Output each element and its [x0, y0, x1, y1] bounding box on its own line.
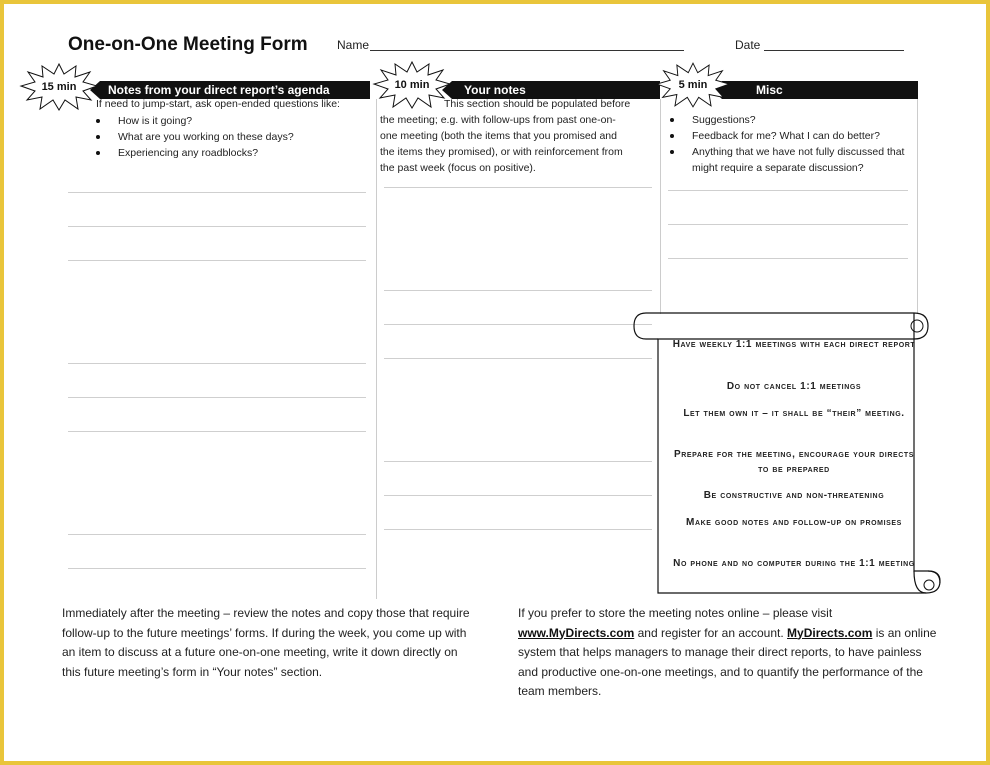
misc-header-bar: [722, 81, 918, 99]
note-line[interactable]: [68, 568, 366, 569]
note-line[interactable]: [384, 358, 652, 359]
list-item: Suggestions?: [670, 112, 910, 128]
page-title: One-on-One Meeting Form: [68, 34, 308, 55]
misc-content: [670, 112, 910, 176]
note-line[interactable]: [668, 190, 908, 191]
note-line[interactable]: [384, 461, 652, 462]
footer-online-info: If you prefer to store the meeting notes online – please visit www.MyDirects.com and register for an account. MyDirects.com is an online system that helps managers to manage their direct reports, to have painless and productive one-on-one meetings, and to quantify the performance of the team members.: [518, 606, 937, 698]
agenda-bullet-list: [96, 113, 376, 161]
your-notes-content: This section should be populated before the meeting; e.g. with follow-ups from past one-on- one meeting (both the items that you promised and the items they promised), or with reinforcement from the past week (focus on positive).: [380, 98, 631, 174]
date-label: Date: [735, 38, 761, 52]
list-item: Experiencing any roadblocks?: [96, 145, 376, 161]
tip-good-notes: Make good notes and follow-up on promises: [686, 517, 902, 528]
note-line[interactable]: [68, 534, 366, 535]
column-divider-2: [660, 99, 661, 314]
agenda-content: [96, 96, 376, 161]
column-divider-1: [376, 99, 377, 599]
note-line[interactable]: [68, 397, 366, 398]
mydirects-link-2[interactable]: MyDirects.com: [787, 625, 873, 640]
mydirects-link[interactable]: www.MyDirects.com: [518, 625, 635, 640]
tip-constructive: Be constructive and non-threatening: [703, 490, 885, 501]
note-line[interactable]: [68, 431, 366, 432]
footer-instructions: Immediately after the meeting – review the notes and copy those that require follow-up to the future meetings’ forms. If during the week, you come up with an item to discuss at a future one-on-one meeting, write it down directly on this future meeting’s form in “Your notes” section.: [62, 606, 470, 679]
column-divider-3: [917, 99, 918, 314]
tip-prepare: Prepare for the meeting, encourage your directs to be prepared: [673, 449, 915, 475]
note-line[interactable]: [384, 290, 652, 291]
tip-weekly-meetings: Have weekly 1:1 meetings with each direct report: [672, 339, 916, 350]
time-badge-15: 15 min: [41, 81, 77, 93]
agenda-intro: If need to jump-start, ask open-ended questions like:: [96, 98, 340, 110]
list-item: How is it going?: [96, 113, 376, 129]
agenda-heading: Notes from your direct report’s agenda: [108, 83, 330, 97]
list-item: Anything that we have not fully discussed that might require a separate discussion?: [670, 144, 910, 176]
note-line[interactable]: [384, 187, 652, 188]
list-item: What are you working on these days?: [96, 129, 376, 145]
note-line[interactable]: [68, 260, 366, 261]
note-line[interactable]: [668, 224, 908, 225]
tip-let-them-own: Let them own it – it shall be “their” meeting.: [683, 408, 905, 419]
misc-bullet-list: [670, 112, 910, 176]
time-badge-5: 5 min: [678, 79, 708, 91]
note-line[interactable]: [668, 258, 908, 259]
note-line[interactable]: [384, 529, 652, 530]
time-badge-10: 10 min: [394, 79, 430, 91]
note-line[interactable]: [68, 226, 366, 227]
note-line[interactable]: [384, 495, 652, 496]
form-page: [4, 4, 986, 761]
note-line[interactable]: [384, 324, 652, 325]
notes-heading: Your notes: [464, 83, 526, 97]
tip-no-phone: No phone and no computer during the 1:1 meeting: [673, 558, 915, 569]
tip-do-not-cancel: Do not cancel 1:1 meetings: [726, 381, 862, 392]
note-line[interactable]: [68, 192, 366, 193]
note-line[interactable]: [68, 363, 366, 364]
name-label: Name: [337, 38, 370, 52]
misc-heading: Misc: [756, 83, 783, 97]
name-field[interactable]: [370, 50, 684, 51]
date-field[interactable]: [764, 50, 904, 51]
list-item: Feedback for me? What I can do better?: [670, 128, 910, 144]
